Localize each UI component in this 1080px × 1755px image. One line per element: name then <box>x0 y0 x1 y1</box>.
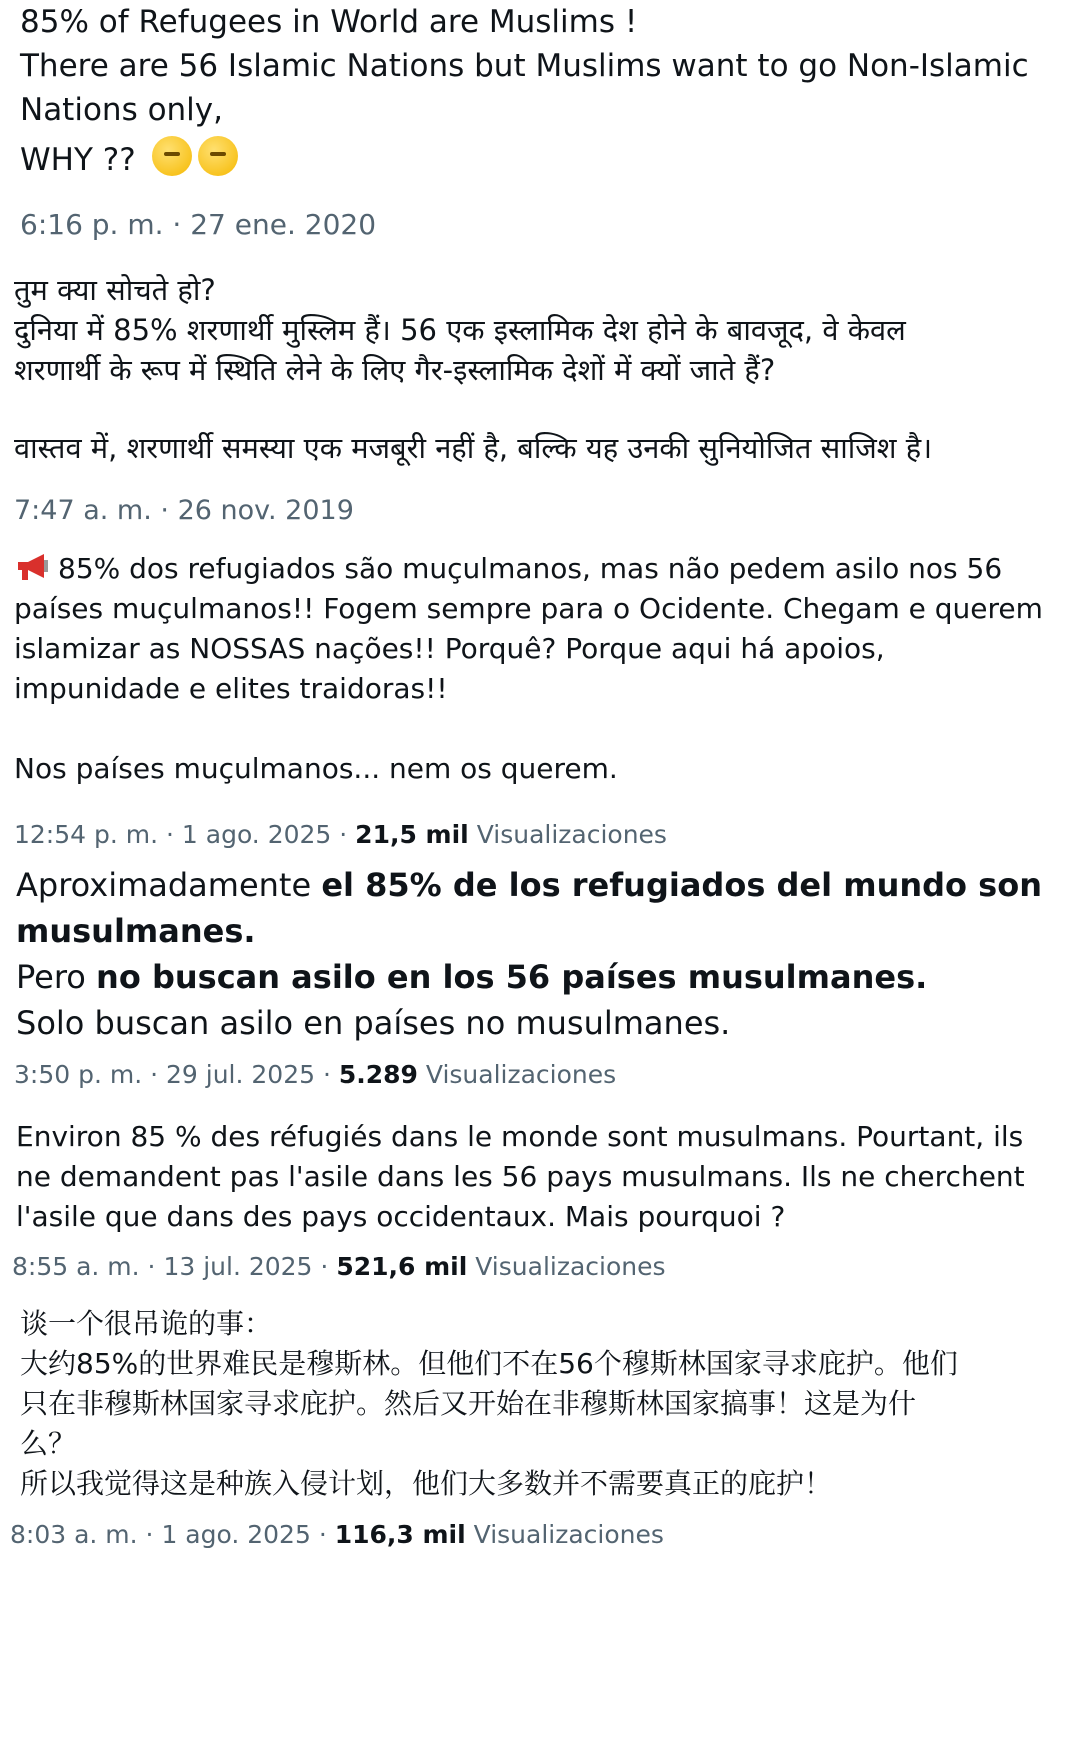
post-meta[interactable] <box>14 820 667 849</box>
meta-separator: · <box>158 820 182 849</box>
post-text-line: impunidade e elites traidoras!! <box>14 672 448 705</box>
post-text-line: l'asile que dans des pays occidentaux. Mais pourquoi ? <box>16 1200 786 1233</box>
megaphone-icon <box>14 552 50 582</box>
meta-separator: · <box>142 1060 166 1089</box>
post-text-line: शरणार्थी के रूप में स्थिति लेने के लिए गैर-इस्लामिक देशों में क्यों जाते हैं? <box>14 353 776 387</box>
post-date: 1 ago. 2025 <box>161 1520 311 1549</box>
post-date: 29 jul. 2025 <box>166 1060 316 1089</box>
post-meta[interactable] <box>10 1520 664 1549</box>
meta-separator: · <box>151 495 178 526</box>
post-text-line: तुम क्या सोचते हो? <box>14 273 216 307</box>
view-count: 5.289 <box>338 1060 418 1089</box>
meta-separator: · <box>139 1252 164 1281</box>
post-text-line: 85% of Refugees in World are Muslims ! <box>20 4 638 40</box>
post-text-line: दुनिया में 85% शरणार्थी मुस्लिम हैं। 56 एक इस्लामिक देश होने के बावजूद, वे केवल <box>14 313 906 347</box>
post-text-line: 谈一个很吊诡的事： <box>20 1307 273 1340</box>
post-text-line: ne demandent pas l'asile dans les 56 pays musulmans. Ils ne cherchent <box>16 1160 1025 1193</box>
view-count: 521,6 mil <box>336 1252 468 1281</box>
view-count: 21,5 mil <box>355 820 469 849</box>
meta-separator: · <box>137 1520 162 1549</box>
post-text-line <box>20 136 238 178</box>
post-text-bold: el 85% de los refugiados del mundo son <box>321 866 1042 904</box>
post-text-line: 大约85%的世界难民是穆斯林。但他们不在56个穆斯林国家寻求庇护。他们 <box>20 1347 958 1380</box>
post-meta[interactable] <box>12 1252 666 1281</box>
meta-separator: · <box>310 1520 335 1549</box>
views-label: Visualizaciones <box>476 820 667 849</box>
post-time: 3:50 p. m. <box>14 1060 143 1089</box>
post-text-line: Nations only, <box>20 92 223 128</box>
post-time: 12:54 p. m. <box>14 820 159 849</box>
post-text-line: 85% dos refugiados são muçulmanos, mas não pedem asilo nos 56 <box>58 552 1003 585</box>
view-count: 116,3 mil <box>334 1520 466 1549</box>
post-text-normal: Pero <box>16 958 97 996</box>
post-time: 7:47 a. m. <box>14 495 152 526</box>
thinking-face-icon <box>198 136 238 176</box>
thinking-face-icon <box>152 136 192 176</box>
post-date: 26 nov. 2019 <box>177 495 354 526</box>
post-text-normal: Aproximadamente <box>16 866 322 904</box>
post-text-normal: Solo buscan asilo en países no musulmanes. <box>16 1004 731 1042</box>
post-text-line <box>16 1004 730 1042</box>
post-text-line: वास्तव में, शरणार्थी समस्या एक मजबूरी नहीं है, बल्कि यह उनकी सुनियोजित साजिश है। <box>14 431 933 465</box>
post-text-line: Environ 85 % des réfugiés dans le monde sont musulmans. Pourtant, ils <box>16 1120 1024 1153</box>
meta-separator: · <box>315 1060 339 1089</box>
views-label: Visualizaciones <box>425 1060 617 1089</box>
post-date: 27 ene. 2020 <box>190 208 377 241</box>
meta-separator: · <box>331 820 356 849</box>
post-text-line: There are 56 Islamic Nations but Muslims want to go Non-Islamic <box>20 48 1029 84</box>
post-time: 6:16 p. m. <box>20 208 164 241</box>
post-text-line: países muçulmanos!! Fogem sempre para o Ocidente. Chegam e querem <box>14 592 1043 625</box>
post-text-line <box>16 912 256 950</box>
post-text-bold: musulmanes. <box>16 912 256 950</box>
post-text-line <box>16 958 927 996</box>
post-text-line: 所以我觉得这是种族入侵计划，他们大多数并不需要真正的庇护！ <box>20 1467 833 1500</box>
post-text-line <box>16 866 1042 904</box>
views-label: Visualizaciones <box>473 1520 664 1549</box>
post-date: 1 ago. 2025 <box>181 820 332 849</box>
post-text-line: 么？ <box>20 1427 77 1460</box>
views-label: Visualizaciones <box>475 1252 666 1281</box>
post-text-line: islamizar as NOSSAS nações!! Porquê? Porque aqui há apoios, <box>14 632 885 665</box>
meta-separator: · <box>163 208 191 241</box>
post-text-line: WHY ?? <box>20 142 136 178</box>
post-text-line: Nos países muçulmanos... nem os querem. <box>14 752 618 785</box>
post-time: 8:55 a. m. <box>12 1252 140 1281</box>
post-meta[interactable] <box>14 1060 616 1089</box>
post-text-line: 只在非穆斯林国家寻求庇护。然后又开始在非穆斯林国家搞事！这是为什 <box>20 1387 917 1420</box>
post-text-line <box>14 552 1002 585</box>
post-meta[interactable] <box>20 208 376 241</box>
post-text-bold: no buscan asilo en los 56 países musulmanes. <box>96 958 928 996</box>
meta-separator: · <box>312 1252 337 1281</box>
post-time: 8:03 a. m. <box>10 1520 138 1549</box>
post-meta[interactable] <box>14 495 354 526</box>
post-date: 13 jul. 2025 <box>163 1252 313 1281</box>
